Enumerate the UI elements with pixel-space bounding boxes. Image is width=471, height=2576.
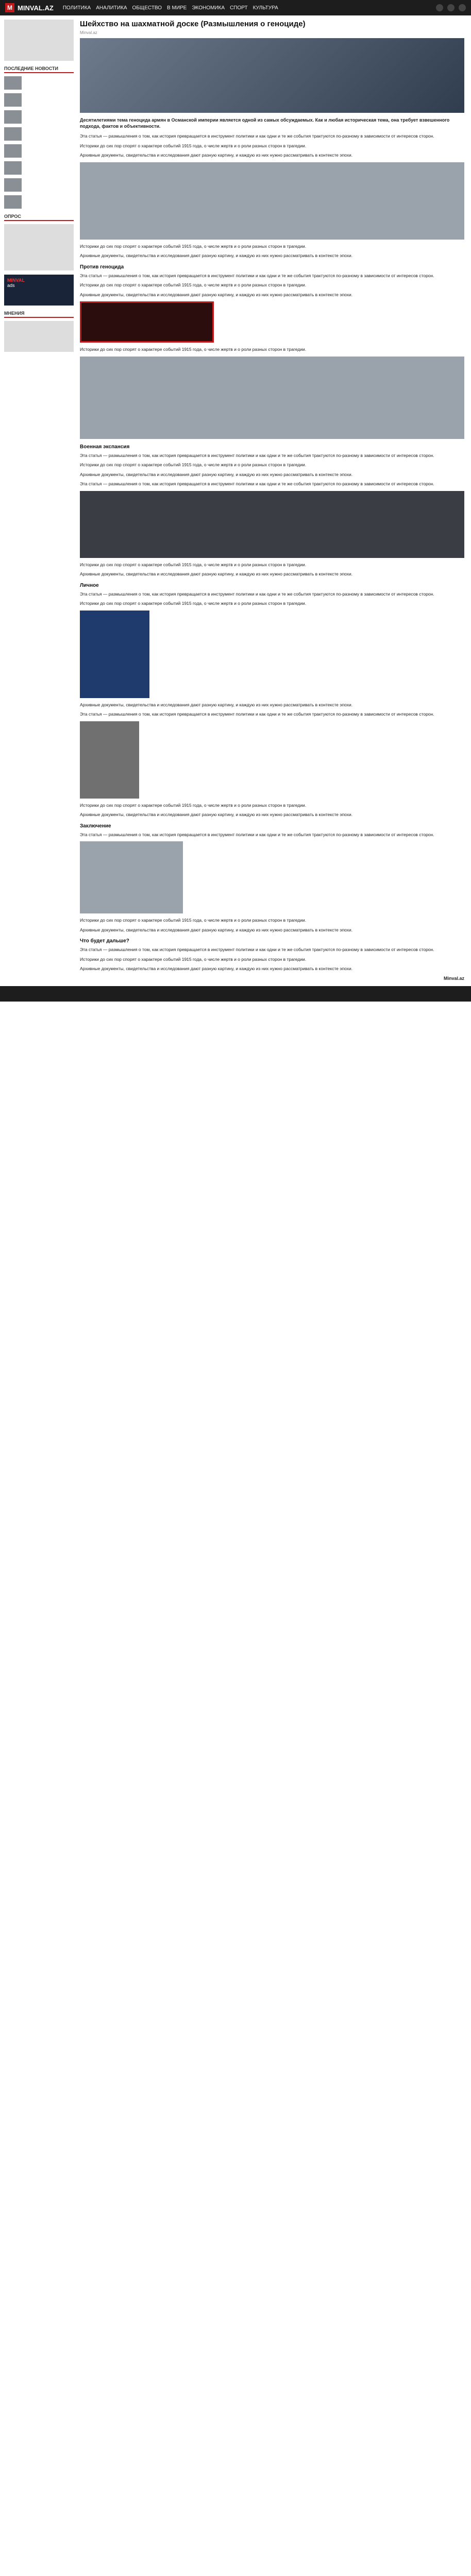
sidebar-dark-ad[interactable] [4, 275, 74, 306]
article-paragraph: Историки до сих пор спорят о характере событий 1915 года, о числе жертв и о роли разных сторон в трагедии. [80, 462, 307, 467]
sidebar-news-item[interactable] [4, 161, 74, 175]
social-icon[interactable] [436, 4, 443, 11]
article-paragraph: Эта статья — размышления о том, как история превращается в инструмент политики и как одни и те же события трактуются по-разному в зависимости от интересов сторон. [80, 133, 434, 139]
sidebar-news-item[interactable] [4, 110, 74, 124]
article-paragraph: Историки до сих пор спорят о характере событий 1915 года, о числе жертв и о роли разных сторон в трагедии. [80, 282, 307, 287]
social-icons [436, 4, 466, 11]
sidebar-section-title: ПОСЛЕДНИЕ НОВОСТИ [4, 66, 74, 73]
article-paragraph: Историки до сих пор спорят о характере событий 1915 года, о числе жертв и о роли разных сторон в трагедии. [80, 347, 307, 352]
sidebar-section-title: ОПРОС [4, 214, 74, 221]
article-image [80, 357, 464, 439]
article-main [74, 15, 464, 981]
social-icon[interactable] [447, 4, 455, 11]
section-heading: Личное [80, 582, 99, 588]
news-thumb [4, 93, 22, 107]
article-paragraph: Архивные документы, свидетельства и исследования дают разную картину, и каждую из них нужно рассматривать в контексте эпохи. [80, 253, 353, 258]
article-meta: Minval.az [80, 30, 97, 35]
left-sidebar [4, 15, 74, 981]
article-paragraph: Эта статья — размышления о том, как история превращается в инструмент политики и как одни и те же события трактуются по-разному в зависимости от интересов сторон. [80, 832, 434, 837]
article-paragraph: Эта статья — размышления о том, как история превращается в инструмент политики и как одни и те же события трактуются по-разному в зависимости от интересов сторон. [80, 711, 434, 717]
main-nav [63, 5, 278, 11]
section-heading: Против геноцида [80, 264, 124, 270]
nav-item[interactable]: КУЛЬТУРА [253, 5, 278, 11]
news-thumb [4, 144, 22, 158]
section-heading: Что будет дальше? [80, 938, 129, 944]
nav-item[interactable]: СПОРТ [230, 5, 248, 11]
news-thumb [4, 110, 22, 124]
footer [0, 986, 471, 1002]
article-paragraph: Историки до сих пор спорят о характере событий 1915 года, о числе жертв и о роли разных сторон в трагедии. [80, 956, 307, 962]
sidebar-news-item[interactable] [4, 76, 74, 90]
section-heading: Военная экспансия [80, 444, 130, 450]
article-title: Шейхство на шахматной доске (Размышления о геноциде) [80, 20, 306, 28]
article-image [80, 491, 464, 558]
nav-item[interactable]: АНАЛИТИКА [96, 5, 127, 11]
logo-mark: M [5, 3, 14, 12]
article-paragraph: Архивные документы, свидетельства и исследования дают разную картину, и каждую из них нужно рассматривать в контексте эпохи. [80, 571, 353, 577]
portrait-image [80, 721, 139, 799]
article-hero-image [80, 38, 464, 113]
article-paragraph: Эта статья — размышления о том, как история превращается в инструмент политики и как одни и те же события трактуются по-разному в зависимости от интересов сторон. [80, 452, 434, 458]
article-paragraph: Историки до сих пор спорят о характере событий 1915 года, о числе жертв и о роли разных сторон в трагедии. [80, 243, 307, 249]
article-paragraph: Архивные документы, свидетельства и исследования дают разную картину, и каждую из них нужно рассматривать в контексте эпохи. [80, 966, 353, 971]
news-thumb [4, 76, 22, 90]
dark-ad-sub: ads [7, 283, 15, 288]
poll-box[interactable] [4, 224, 74, 270]
article-paragraph: Эта статья — размышления о том, как история превращается в инструмент политики и как одни и те же события трактуются по-разному в зависимости от интересов сторон. [80, 481, 434, 486]
news-thumb [4, 161, 22, 175]
search-icon[interactable] [459, 4, 466, 11]
article-image [80, 841, 183, 913]
sidebar-news-item[interactable] [4, 93, 74, 107]
article-paragraph: Эта статья — размышления о том, как история превращается в инструмент политики и как одни и те же события трактуются по-разному в зависимости от интересов сторон. [80, 947, 434, 952]
opinion-box[interactable] [4, 321, 74, 352]
news-thumb [4, 178, 22, 192]
nav-item[interactable]: ПОЛИТИКА [62, 5, 91, 11]
article-image [80, 162, 464, 240]
article-paragraph: Историки до сих пор спорят о характере событий 1915 года, о числе жертв и о роли разных сторон в трагедии. [80, 918, 307, 923]
section-heading: Заключение [80, 823, 111, 829]
book-cover-image [80, 611, 149, 698]
article-paragraph: Эта статья — размышления о том, как история превращается в инструмент политики и как одни и те же события трактуются по-разному в зависимости от интересов сторон. [80, 273, 434, 278]
sidebar-news-item[interactable] [4, 178, 74, 192]
sidebar-section-title: МНЕНИЯ [4, 311, 74, 318]
article-paragraph: Архивные документы, свидетельства и исследования дают разную картину, и каждую из них нужно рассматривать в контексте эпохи. [80, 152, 353, 158]
inline-banner[interactable] [80, 301, 214, 343]
article-paragraph: Архивные документы, свидетельства и исследования дают разную картину, и каждую из них нужно рассматривать в контексте эпохи. [80, 292, 353, 297]
article-paragraph: Архивные документы, свидетельства и исследования дают разную картину, и каждую из них нужно рассматривать в контексте эпохи. [80, 812, 353, 817]
sidebar-news-item[interactable] [4, 195, 74, 209]
sidebar-ad[interactable] [4, 20, 74, 61]
site-name: MINVAL.AZ [18, 4, 54, 12]
article-paragraph: Архивные документы, свидетельства и исследования дают разную картину, и каждую из них нужно рассматривать в контексте эпохи. [80, 471, 353, 477]
top-navbar [0, 0, 471, 15]
article-paragraph: Историки до сих пор спорят о характере событий 1915 года, о числе жертв и о роли разных сторон в трагедии. [80, 601, 307, 606]
page-wrap [0, 15, 471, 981]
nav-item[interactable]: В МИРЕ [167, 5, 187, 11]
nav-item[interactable]: ОБЩЕСТВО [132, 5, 162, 11]
nav-item[interactable]: ЭКОНОМИКА [192, 5, 225, 11]
article-paragraph: Архивные документы, свидетельства и исследования дают разную картину, и каждую из них нужно рассматривать в контексте эпохи. [80, 702, 353, 707]
article-lead: Десятилетиями тема геноцида армян в Османской империи является одной из самых обсуждаемых. Как и любая историческая тема, она требует взвешенного подхода, фактов и объективности. [80, 117, 450, 129]
article-signature: Minval.az [443, 975, 464, 981]
sidebar-news-item[interactable] [4, 127, 74, 141]
site-logo[interactable] [5, 3, 54, 12]
dark-ad-title: MINVAL [7, 278, 25, 283]
article-paragraph: Историки до сих пор спорят о характере событий 1915 года, о числе жертв и о роли разных сторон в трагедии. [80, 562, 307, 567]
article-paragraph: Эта статья — размышления о том, как история превращается в инструмент политики и как одни и те же события трактуются по-разному в зависимости от интересов сторон. [80, 591, 434, 597]
news-thumb [4, 195, 22, 209]
sidebar-news-item[interactable] [4, 144, 74, 158]
article-paragraph: Архивные документы, свидетельства и исследования дают разную картину, и каждую из них нужно рассматривать в контексте эпохи. [80, 927, 353, 933]
article-paragraph: Историки до сих пор спорят о характере событий 1915 года, о числе жертв и о роли разных сторон в трагедии. [80, 143, 307, 148]
article-paragraph: Историки до сих пор спорят о характере событий 1915 года, о числе жертв и о роли разных сторон в трагедии. [80, 802, 307, 808]
news-thumb [4, 127, 22, 141]
